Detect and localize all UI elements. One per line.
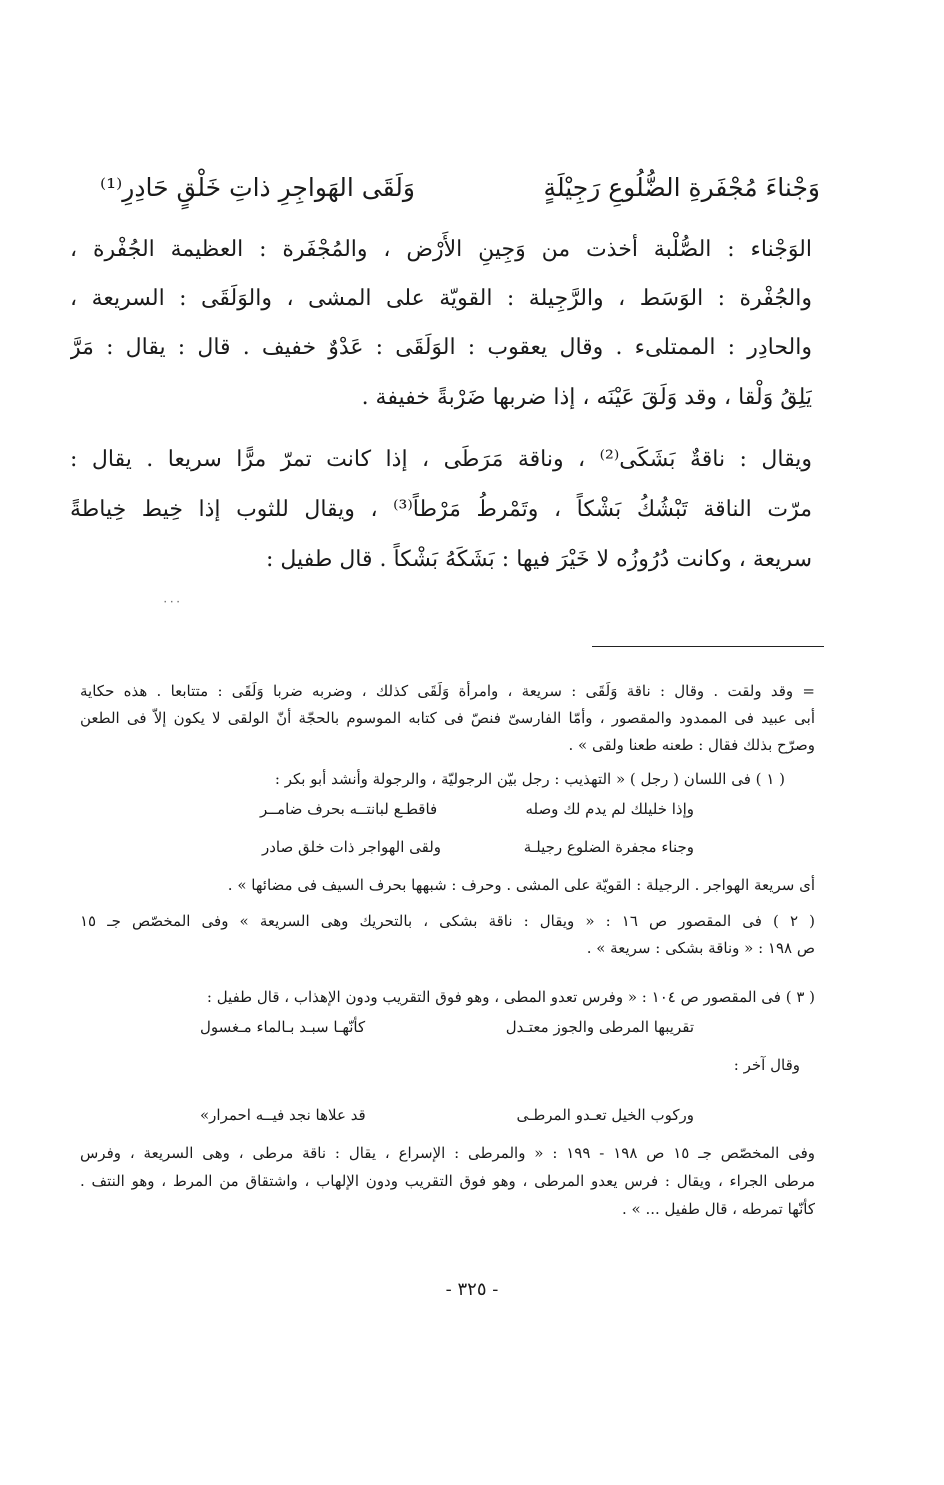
footnote-verse-hemistich: وإذا خليلك لم يدم لك وصله: [525, 800, 694, 818]
footnote-line: مرطى الجراء ، ويقال : فرس يعدو المرطى ، وهو فوق التقريب ودون الإلهاب ، واشتقاق من المرط ، وهو النتف .: [80, 1172, 815, 1190]
footnote-verse-hemistich: كأنّهـا سبـد بـالماء مـغسول: [200, 1018, 366, 1036]
footnote-2: ( ٢ ) فى المقصور ص ١٦ : « ويقال : ناقة بشكى ، بالتحريك وهى السريعة » وفى المخصّص جـ ١٥: [80, 912, 815, 930]
body-line: يَلِقُ وَلْقا ، وقد وَلَقَ عَيْنَه ، إذا ضربها ضَرْبةً خفيفة .: [361, 385, 812, 410]
footnote-line: ص ١٩٨ : « وناقة بشكى : سريعة » .: [586, 939, 815, 957]
footnote-verse-hemistich: قد علاها نجد فيــه احمرار»: [200, 1106, 366, 1124]
footnote-verse-hemistich: وركوب الخيل تعـدو المرطـى: [516, 1106, 694, 1124]
footnote-line: كأنّها تمرطه ، قال طفيل ... » .: [622, 1200, 815, 1218]
body-line: ويقال : ناقةٌ بَشَكَى⁽²⁾ ، وناقة مَرَطَى ، إذا كانت تمرّ مرًّا سريعا . يقال :: [70, 447, 812, 472]
footnote-line: وفى المخصّص جـ ١٥ ص ١٩٨ - ١٩٩ : « والمرطى : الإسراع ، يقال : ناقة مرطى ، وهى السريعة ، وفرس: [80, 1144, 815, 1162]
footnote-verse-hemistich: ولقى الهواجر ذات خلق صادر: [262, 838, 442, 856]
main-verse: [100, 168, 820, 208]
footnote-line: = وقد ولقت . وقال : ناقة وَلَقَى : سريعة ، وامرأة وَلَقَى كذلك ، وضربه ضربا وَلَقَى : متتابعا . هذه حكاية: [80, 682, 815, 700]
verse-first-hemistich: وَجْناءَ مُجْفَرةِ الضُّلُوعِ رَجِيْلَةٍ: [543, 173, 820, 202]
body-line: سريعة ، وكانت دُرُوزُه لا خَيْرَ فيها : بَشَكَهُ بَشْكاً . قال طفيل :: [265, 547, 812, 572]
footnote-verse-hemistich: تقريبها المرطى والجوز معتـدل: [505, 1018, 694, 1036]
body-line: الوَجْناء : الصُّلْبة أخذت من وَجِينِ الأَرْض ، والمُجْفَرة : العظيمة الجُفْرة ،: [70, 237, 812, 262]
footnote-line: أبى عبيد فى الممدود والمقصور ، وأمّا الفارسىّ فنصّ فى كتابه الموسوم بالحجّة أنّ الولقى لا يكون إلاّ فى الطعن: [80, 709, 815, 727]
page-number: - ٣٢٥ -: [445, 1279, 499, 1300]
verse-second-hemistich: وَلَقَى الهَواجِرِ ذاتِ خَلْقٍ حَادِرِ⁽¹⁾: [100, 173, 415, 202]
body-line: والجُفْرة : الوَسَط ، والرَّجِيلة : القويّة على المشى ، والوَلَقَى : السريعة ،: [70, 286, 812, 311]
body-line: مرّت الناقة تَبْشُكُ بَشْكاً ، وتَمْرطُ مَرْطاً⁽³⁾ ، ويقال للثوب إذا خِيط خِياطةً: [70, 497, 812, 522]
footnote-verse-hemistich: وجناء مجفرة الضلوع رجيلـة: [523, 838, 694, 856]
footnote-3: ( ٣ ) فى المقصور ص ١٠٤ : « وفرس تعدو المطى ، وهو فوق التقريب ودون الإهذاب ، قال طفيل :: [206, 988, 815, 1006]
footnote-verse-hemistich: فاقطـع لبانتــه بحرف ضامــر: [260, 800, 438, 818]
footnote-line: أى سريعة الهواجر . الرجيلة : القويّة على المشى . وحرف : شبهها بحرف السيف فى مضائها » .: [227, 876, 815, 894]
footnote-1: ( ١ ) فى اللسان ( رجل ) « التهذيب : رجل بيّن الرجوليّة ، والرجولة وأنشد أبو بكر :: [274, 770, 785, 788]
footnote-line: وقال آخر :: [733, 1056, 800, 1074]
verse-continuation-mark: ٠٠٠: [162, 594, 182, 608]
body-line: والحادِر : الممتلىء . وقال يعقوب : الوَلَقَى : عَدْوٌ خفيف . قال : يقال : مَرَّ: [70, 335, 812, 360]
footnote-separator: [592, 646, 824, 647]
footnote-line: وصرّح بذلك فقال : طعنه طعنا ولقى » .: [568, 736, 815, 754]
